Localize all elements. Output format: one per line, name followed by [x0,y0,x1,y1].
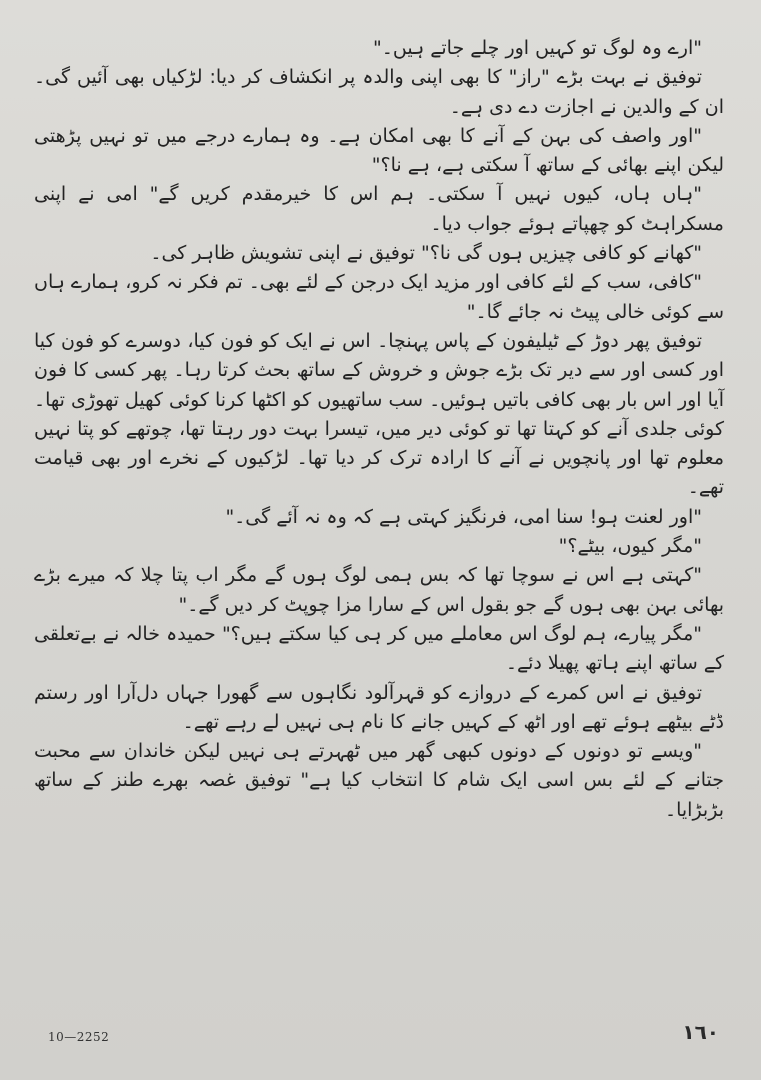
paragraph-7: توفیق پھر دوڑ کے ٹیلیفون کے پاس پہنچا۔ اس نے ایک کو فون کیا، دوسرے کو فون کیا اور کسی اور سے دیر تک بڑے جوش و خروش کے ساتھ بحث کرتا رہا۔ پھر کسی کا فون آیا اور اس بار بھی کافی باتیں ہوئیں۔ سب ساتھیوں کو اکٹھا کرنا کوئی کھیل تھوڑی تھا۔ کوئی جلدی آنے کو کہتا تھا تو کوئی دیر میں، تیسرا بہت دور رہتا تھا، چوتھے کو پتا نہیں معلوم تھا اور پانچویں نے آنے کا ارادہ ترک کر دیا تھا۔ لڑکیوں کے نخرے اور بھی قیامت تھے۔ [34,329,724,499]
paragraph-4: "ہاں ہاں، کیوں نہیں آ سکتی۔ ہم اس کا خیرمقدم کریں گے" امی نے اپنی مسکراہٹ کو چھپاتے ہوئے جواب دیا۔ [34,183,724,235]
paragraph-9: "مگر کیوں، بیٹے؟" [558,535,702,558]
paragraph-12: توفیق نے اس کمرے کے دروازے کو قہرآلود نگاہوں سے گھورا جہاں دل‌آرا اور رستم ڈٹے بیٹھے ہوئے تھے اور اٹھ کے کہیں جانے کا نام ہی نہیں لے رہے تھے۔ [34,681,724,733]
paragraph-5: "کھانے کو کافی چیزیں ہوں گی نا؟" توفیق نے اپنی تشویش ظاہر کی۔ [150,242,702,265]
paragraph-13: "ویسے تو دونوں کے دونوں کبھی گھر میں ٹھہرتے ہی نہیں لیکن خاندان سے محبت جتانے کے لئے بس اسی ایک شام کا انتخاب کیا ہے" توفیق غصہ بھرے طنز کے ساتھ بڑبڑایا۔ [34,740,724,821]
paragraph-11: "مگر پیارے، ہم لوگ اس معاملے میں کر ہی کیا سکتے ہیں؟" حمیدہ خالہ نے بےتعلقی کے ساتھ اپنے ہاتھ پھیلا دئے۔ [34,622,724,675]
body-text [34,34,724,825]
print-code: 10—2252 [48,1030,110,1044]
paragraph-3: "اور واصف کی بہن کے آنے کا بھی امکان ہے۔ وہ ہمارے درجے میں تو نہیں پڑھتی لیکن اپنے بھائی کے ساتھ آ سکتی ہے، ہے نا؟" [34,124,724,177]
paragraph-10: "کہتی ہے اس نے سوچا تھا کہ بس ہمی لوگ ہوں گے مگر اب پتا چلا کہ میرے بڑے بھائی بہن بھی ہوں گے جو بقول اس کے سارا مزا چوپٹ کر دیں گے۔" [34,564,724,616]
page-number: ١٦٠ [682,1020,719,1044]
paragraph-1: "ارے وہ لوگ تو کہیں اور چلے جاتے ہیں۔" [373,37,702,59]
paragraph-8: "اور لعنت ہو! سنا امی، فرنگیز کہتی ہے کہ وہ نہ آئے گی۔" [225,505,702,528]
paragraph-2: توفیق نے بہت بڑے "راز" کا بھی اپنی والدہ پر انکشاف کر دیا: لڑکیاں بھی آئیں گی۔ ان کے والدین نے اجازت دے دی ہے۔ [34,66,724,118]
paragraph-6: "کافی، سب کے لئے کافی اور مزید ایک درجن کے لئے بھی۔ تم فکر نہ کرو، ہمارے ہاں سے کوئی خالی پیٹ نہ جائے گا۔" [34,271,724,323]
